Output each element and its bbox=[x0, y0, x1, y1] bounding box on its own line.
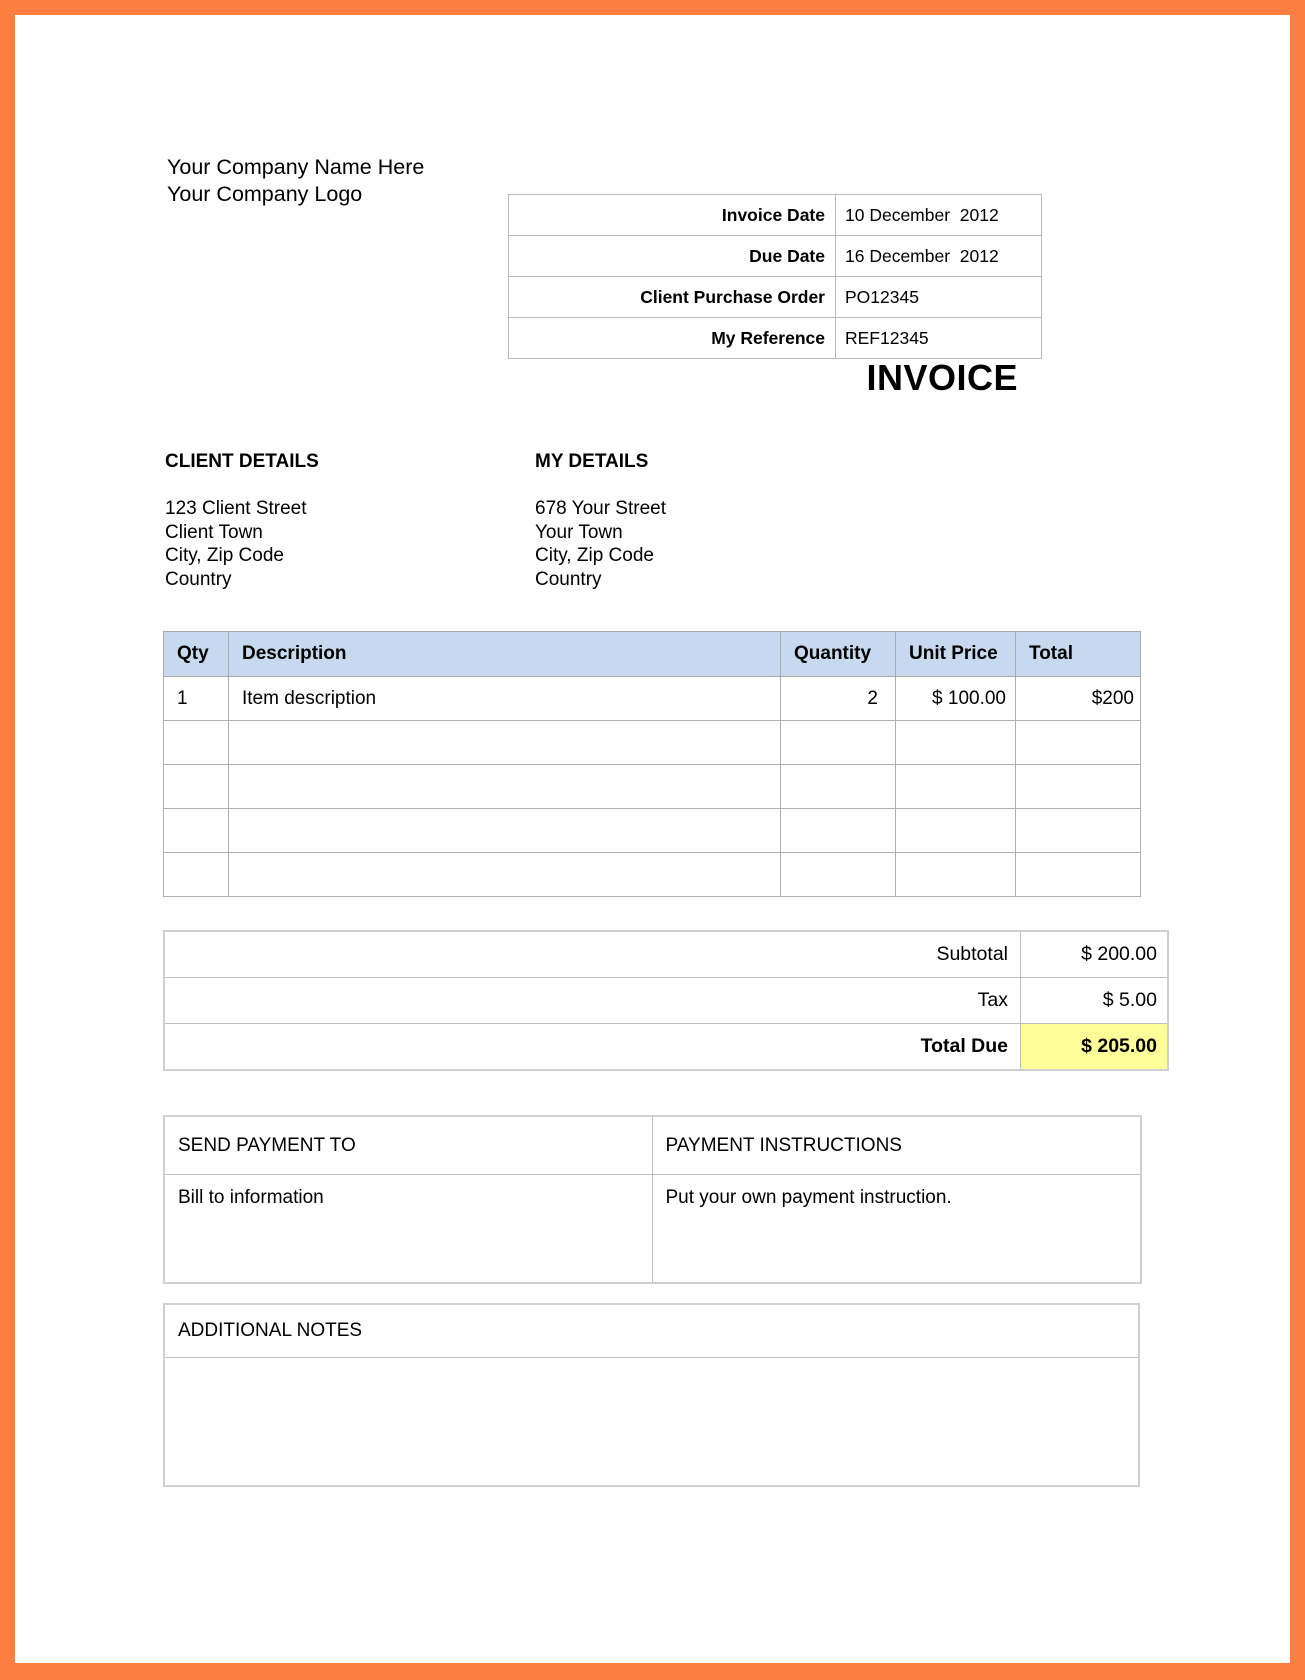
item-qty: 1 bbox=[164, 677, 229, 721]
item-qty bbox=[164, 765, 229, 809]
item-row-empty bbox=[164, 809, 1141, 853]
column-header-description: Description bbox=[229, 632, 781, 677]
additional-notes-heading: ADDITIONAL NOTES bbox=[164, 1304, 1139, 1358]
item-qty bbox=[164, 809, 229, 853]
invoice-title: INVOICE bbox=[866, 357, 1018, 398]
item-qty bbox=[164, 721, 229, 765]
meta-value-invoice-date: 10 December 2012 bbox=[836, 195, 1042, 236]
meta-label-invoice-date: Invoice Date bbox=[509, 195, 836, 236]
meta-label-client-purchase-order: Client Purchase Order bbox=[509, 277, 836, 318]
meta-value-my-reference: REF12345 bbox=[836, 318, 1042, 359]
meta-row-my-reference bbox=[509, 318, 1042, 359]
item-description: Item description bbox=[229, 677, 781, 721]
payment-instructions-heading: PAYMENT INSTRUCTIONS bbox=[652, 1116, 1141, 1175]
item-quantity bbox=[781, 853, 896, 897]
item-row-empty bbox=[164, 721, 1141, 765]
meta-label-my-reference: My Reference bbox=[509, 318, 836, 359]
my-address-line: City, Zip Code bbox=[535, 545, 654, 566]
meta-value-due-date: 16 December 2012 bbox=[836, 236, 1042, 277]
tax-value: $ 5.00 bbox=[1021, 978, 1169, 1024]
column-header-qty: Qty bbox=[164, 632, 229, 677]
client-address-line: Client Town bbox=[165, 521, 263, 543]
item-quantity bbox=[781, 809, 896, 853]
my-address-line: Your Town bbox=[535, 521, 623, 543]
invoice-meta-table bbox=[508, 194, 1042, 359]
client-address-line: City, Zip Code bbox=[165, 545, 284, 566]
my-details-heading: MY DETAILS bbox=[535, 451, 649, 472]
payment-table bbox=[163, 1115, 1142, 1284]
item-unit-price: $ 100.00 bbox=[896, 677, 1016, 721]
subtotal-value: $ 200.00 bbox=[1021, 931, 1169, 978]
client-details-block bbox=[165, 451, 319, 591]
my-address-line: 678 Your Street bbox=[535, 498, 666, 519]
my-address-line: Country bbox=[535, 568, 602, 590]
item-row-empty bbox=[164, 853, 1141, 897]
item-total bbox=[1016, 765, 1141, 809]
client-address-line: 123 Client Street bbox=[165, 498, 307, 519]
meta-label-due-date: Due Date bbox=[509, 236, 836, 277]
item-row bbox=[164, 677, 1141, 721]
meta-value-client-purchase-order: PO12345 bbox=[836, 277, 1042, 318]
payment-body-row bbox=[164, 1175, 1141, 1284]
subtotal-row bbox=[164, 931, 1168, 978]
item-unit-price bbox=[896, 809, 1016, 853]
item-description bbox=[229, 765, 781, 809]
item-description bbox=[229, 853, 781, 897]
company-block bbox=[167, 154, 424, 208]
meta-row-invoice-date bbox=[509, 195, 1042, 236]
item-qty bbox=[164, 853, 229, 897]
item-quantity bbox=[781, 721, 896, 765]
meta-row-client-purchase-order bbox=[509, 277, 1042, 318]
additional-notes-body-row bbox=[164, 1358, 1139, 1487]
item-row-empty bbox=[164, 765, 1141, 809]
payment-header-row bbox=[164, 1116, 1141, 1175]
item-total bbox=[1016, 721, 1141, 765]
total-due-row bbox=[164, 1024, 1168, 1071]
additional-notes-value bbox=[164, 1358, 1139, 1487]
send-payment-to-heading: SEND PAYMENT TO bbox=[164, 1116, 652, 1175]
column-header-total: Total bbox=[1016, 632, 1141, 677]
column-header-unit-price: Unit Price bbox=[896, 632, 1016, 677]
additional-notes-table bbox=[163, 1303, 1140, 1487]
item-unit-price bbox=[896, 765, 1016, 809]
column-header-quantity: Quantity bbox=[781, 632, 896, 677]
items-header-row bbox=[164, 632, 1141, 677]
additional-notes-header-row bbox=[164, 1304, 1139, 1358]
my-details-block bbox=[535, 451, 666, 591]
subtotal-label: Subtotal bbox=[164, 931, 1021, 978]
item-unit-price bbox=[896, 853, 1016, 897]
payment-instructions-value: Put your own payment instruction. bbox=[652, 1175, 1141, 1284]
tax-label: Tax bbox=[164, 978, 1021, 1024]
item-description bbox=[229, 809, 781, 853]
items-table bbox=[163, 631, 1141, 897]
tax-row bbox=[164, 978, 1168, 1024]
company-name: Your Company Name Here bbox=[167, 155, 425, 179]
item-total: $200 bbox=[1016, 677, 1141, 721]
client-address-line: Country bbox=[165, 568, 232, 590]
item-unit-price bbox=[896, 721, 1016, 765]
item-total bbox=[1016, 809, 1141, 853]
company-logo-text: Your Company Logo bbox=[167, 182, 363, 206]
totals-table bbox=[163, 930, 1169, 1071]
send-payment-to-value: Bill to information bbox=[164, 1175, 652, 1284]
item-total bbox=[1016, 853, 1141, 897]
item-quantity bbox=[781, 765, 896, 809]
item-description bbox=[229, 721, 781, 765]
total-due-label: Total Due bbox=[164, 1024, 1021, 1071]
total-due-value: $ 205.00 bbox=[1021, 1024, 1169, 1071]
meta-row-due-date bbox=[509, 236, 1042, 277]
item-quantity: 2 bbox=[781, 677, 896, 721]
client-details-heading: CLIENT DETAILS bbox=[165, 451, 319, 472]
